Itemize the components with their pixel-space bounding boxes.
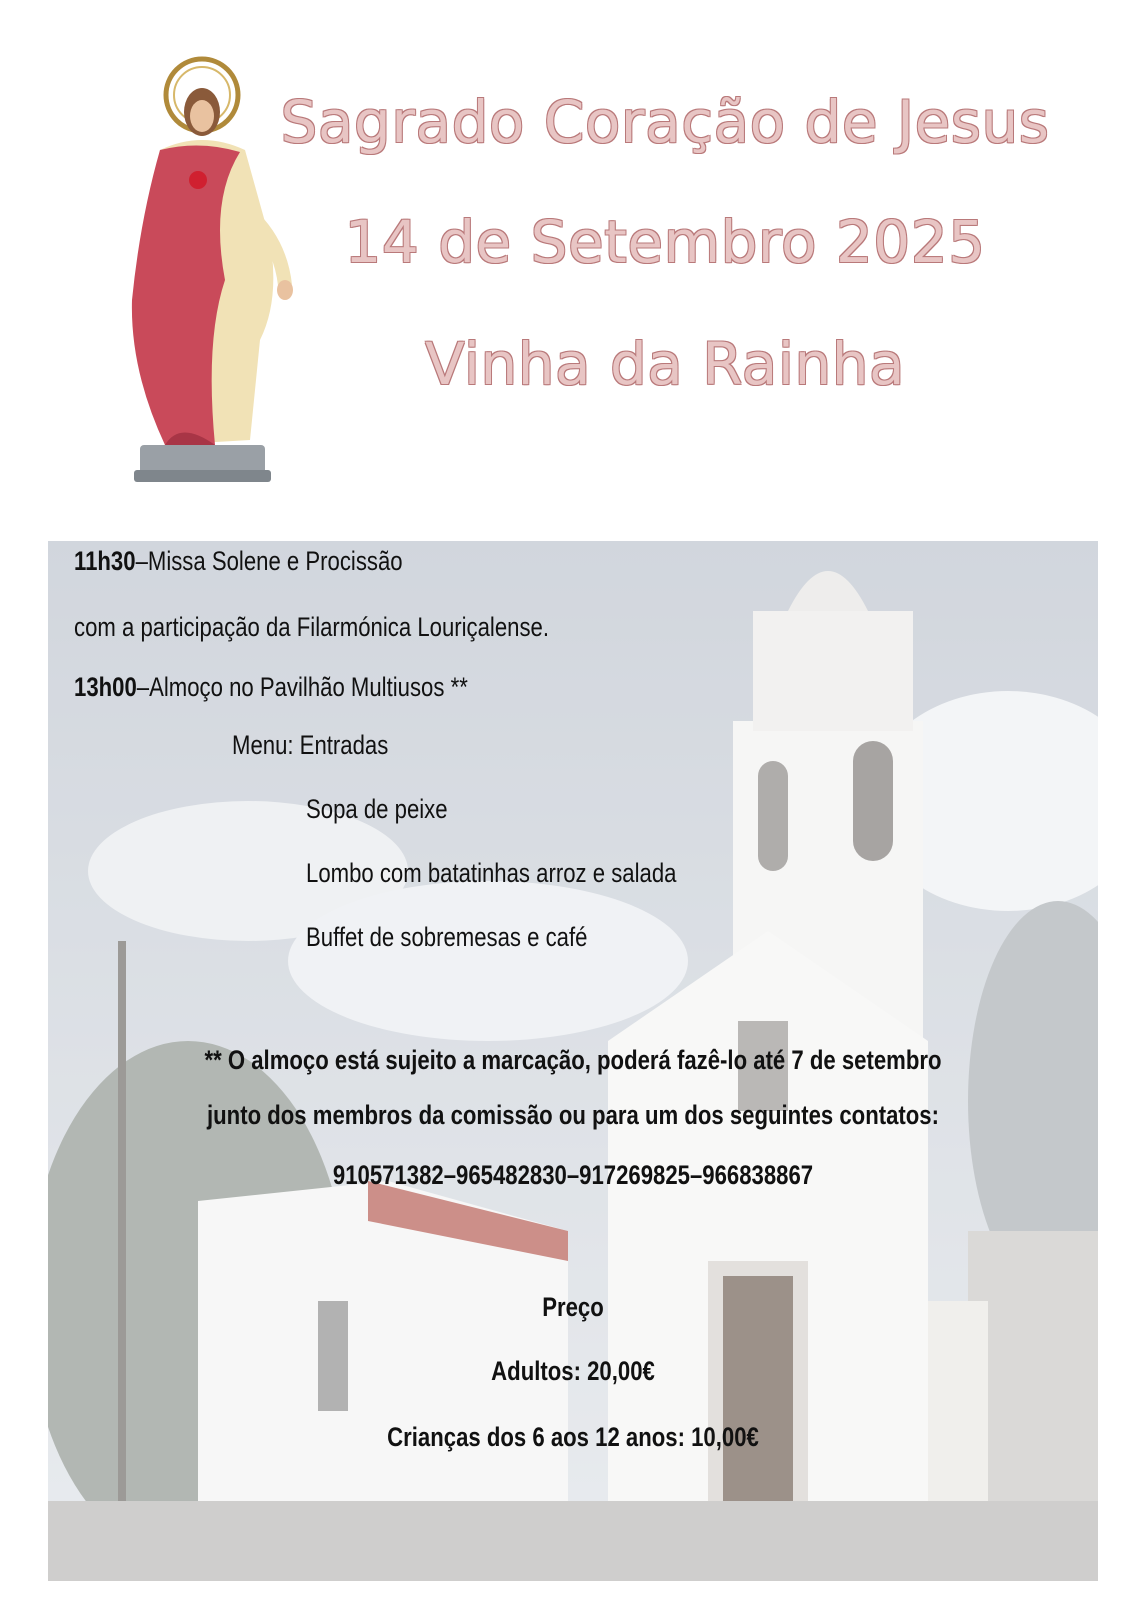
price-children: Crianças dos 6 aos 12 anos: 10,00€	[387, 1422, 759, 1452]
title-line-3: Vinha da Rainha	[424, 330, 906, 398]
price-heading: Preço	[542, 1292, 604, 1322]
lunch-time: 13h00	[74, 672, 137, 702]
menu-item-soup: Sopa de peixe	[306, 794, 448, 824]
lunch-description: –Almoço no Pavilhão Multiusos **	[136, 672, 468, 702]
booking-notice-line-2: junto dos membros da comissão ou para um dos seguintes contatos:	[207, 1100, 939, 1130]
menu-item-dessert: Buffet de sobremesas e café	[306, 922, 588, 952]
schedule-item-lunch	[74, 672, 468, 703]
contact-phones: 910571382–965482830–917269825–966838867	[332, 1160, 814, 1190]
menu-item-main: Lombo com batatinhas arroz e salada	[306, 858, 677, 888]
price-adults: Adultos: 20,00€	[491, 1356, 655, 1386]
mass-time: 11h30	[74, 546, 136, 576]
booking-notice-line-1: ** O almoço está sujeito a marcação, poderá fazê-lo até 7 de setembro	[204, 1045, 942, 1075]
title-line-2: 14 de Setembro 2025	[344, 208, 986, 276]
title-line-1: Sagrado Coração de Jesus	[280, 88, 1050, 156]
mass-description: –Missa Solene e Procissão	[135, 546, 403, 576]
schedule-item-mass	[74, 546, 403, 577]
band-participation-text: com a participação da Filarmónica Louriçalense.	[74, 612, 550, 642]
menu-label: Menu: Entradas	[232, 730, 389, 760]
